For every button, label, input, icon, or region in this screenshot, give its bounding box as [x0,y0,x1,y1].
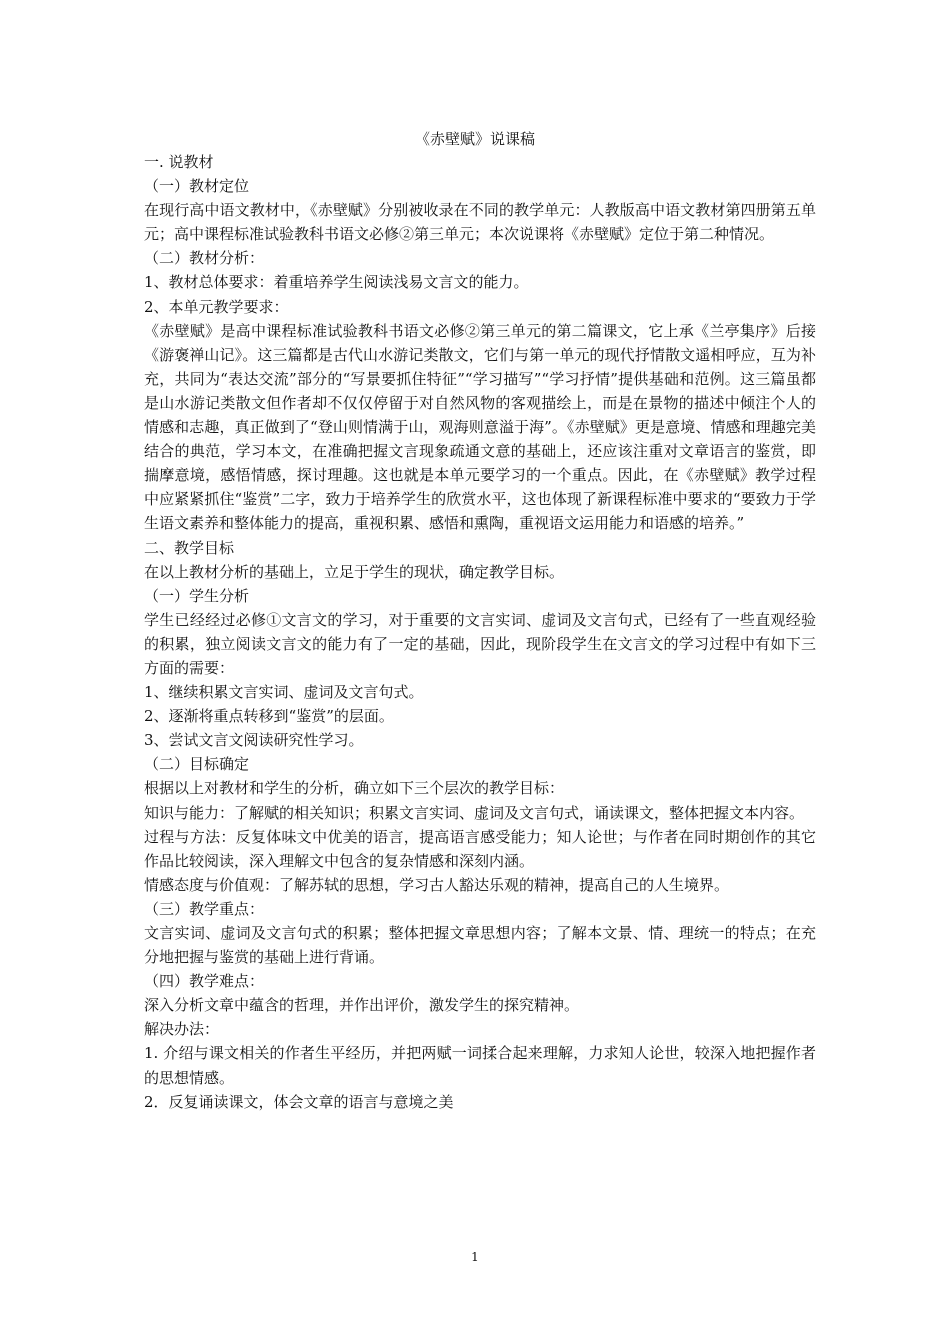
subheading-solutions: 解决办法： [144,1020,220,1039]
heading-section-1: 一. 说教材 [144,153,214,171]
paragraph-unit-analysis: 《赤壁赋》是高中课程标准试验教科书语文必修②第三单元的第二篇课文，它上承《兰亭集序》后接《游褒禅山记》。这三篇都是古代山水游记类散文，它们与第一单元的现代抒情散文遥相呼应，互为补充，共同为“表达交流”部分的“写景要抓住特征”“学习描写”“学习抒情”提供基础和范例。这三篇虽都是山水游记类散文但作者却不仅仅停留于对自然风物的客观描绘上，而是在景物的描述中倾注个人的情感和志趣，真正做到了“登山则情满于山，观海则意溢于海”。《赤壁赋》更是意境、情感和理趣完美结合的典范，学习本文，在准确把握文言现象疏通文意的基础上，还应该注重对文章语言的鉴赏，即揣摩意境，感悟情感，探讨理趣。这也就是本单元要学习的一个重点。因此，在《赤壁赋》教学过程中应紧紧抓住“鉴赏”二字，致力于培养学生的欣赏水平，这也体现了新课程标准中要求的“要致力于学生语文素养和整体能力的提高，重视积累、感悟和熏陶，重视语文运用能力和语感的培养。” [144,321,816,533]
paragraph-goal-emotion: 情感态度与价值观：了解苏轼的思想，学习古人豁达乐观的精神，提高自己的人生境界。 [144,875,730,894]
paragraph-difficult-points: 深入分析文章中蕴含的哲理，并作出评价，激发学生的探究精神。 [144,996,580,1015]
paragraph-goal-setting: 根据以上对教材和学生的分析，确立如下三个层次的教学目标： [144,779,565,798]
list-item-need-3: 3、尝试文言文阅读研究性学习。 [144,731,364,750]
heading-section-2: 二、教学目标 [144,538,235,557]
subheading-textbook-position: （一）教材定位 [144,177,250,196]
subheading-key-points: （三）教学重点： [144,899,265,918]
list-item-need-1: 1、继续积累文言实词、虚词及文言句式。 [144,683,424,702]
list-item-solution-2: 2．反复诵读课文，体会文章的语言与意境之美 [144,1092,454,1111]
subheading-textbook-analysis: （二）教材分析： [144,249,265,268]
document-title: 《赤壁赋》说课稿 [414,130,535,148]
list-item-overall-requirement: 1、教材总体要求：着重培养学生阅读浅易文言文的能力。 [144,273,529,292]
paragraph-student-analysis: 学生已经经过必修①文言文的学习，对于重要的文言实词、虚词及文言句式，已经有了一些直观经验的积累，独立阅读文言文的能力有了一定的基础，因此，现阶段学生在文言文的学习过程中有如下三方面的需要： [144,610,816,677]
paragraph-goal-intro: 在以上教材分析的基础上，立足于学生的现状，确定教学目标。 [144,562,565,581]
subheading-student-analysis: （一）学生分析 [144,586,250,605]
subheading-difficult-points: （四）教学难点： [144,972,265,991]
paragraph-key-points: 文言实词、虚词及文言句式的积累；整体把握文章思想内容；了解本文景、情、理统一的特点；在充分地把握与鉴赏的基础上进行背诵。 [144,924,816,967]
page-number: 1 [471,1250,479,1264]
list-item-solution-1: 1. 介绍与课文相关的作者生平经历，并把两赋一词揉合起来理解，力求知人论世，较深入地把握作者的思想情感。 [144,1044,816,1087]
paragraph-goal-process: 过程与方法：反复体味文中优美的语言，提高语言感受能力；知人论世；与作者在同时期创作的其它作品比较阅读，深入理解文中包含的复杂情感和深刻内涵。 [144,827,816,870]
paragraph-textbook-position: 在现行高中语文教材中，《赤壁赋》分别被收录在不同的教学单元：人教版高中语文教材第四册第五单元；高中课程标准试验教科书语文必修②第三单元；本次说课将《赤壁赋》定位于第二种情况。 [144,201,816,244]
document-body [144,150,816,1114]
paragraph-goal-knowledge: 知识与能力：了解赋的相关知识；积累文言实词、虚词及文言句式，诵读课文，整体把握文本内容。 [144,803,805,822]
subheading-goal-setting: （二）目标确定 [144,755,250,774]
list-item-need-2: 2、逐渐将重点转移到“鉴赏”的层面。 [144,707,394,726]
list-item-unit-requirement: 2、本单元教学要求： [144,297,289,316]
